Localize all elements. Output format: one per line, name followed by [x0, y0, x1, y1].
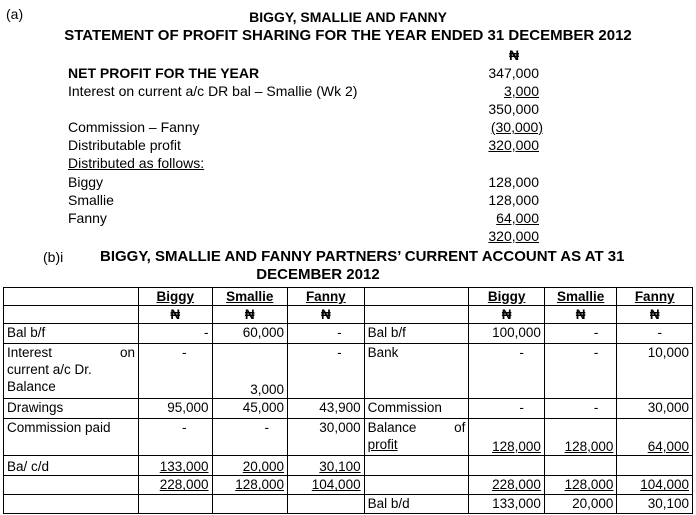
- row-label: Drawings: [4, 399, 139, 418]
- total-value: 228,000: [492, 477, 541, 493]
- cell-value: 30,100: [617, 494, 693, 513]
- interest-value: 3,000: [503, 83, 539, 99]
- cell-value: -: [288, 324, 365, 343]
- total-value: 228,000: [159, 477, 209, 493]
- table-row: [4, 324, 693, 343]
- total-value: 128,000: [564, 477, 614, 493]
- cell-value: 43,900: [288, 399, 365, 418]
- net-profit-value: 347,000: [488, 65, 539, 81]
- cell-value: -: [544, 399, 617, 418]
- table-row: [4, 494, 693, 513]
- row-label: Bal b/f: [4, 324, 139, 343]
- cell-value: -: [544, 343, 617, 399]
- row-label: Bank: [364, 343, 469, 399]
- header-smallie-right: Smallie: [544, 288, 617, 306]
- header-fanny-left: Fanny: [288, 288, 365, 306]
- header-fanny-right: Fanny: [617, 288, 693, 306]
- currency-cell: ₦: [212, 306, 288, 324]
- table-row: [4, 456, 693, 476]
- currency-cell: ₦: [288, 306, 365, 324]
- of-word: of: [454, 419, 466, 435]
- share-biggy-value: 128,000: [488, 174, 539, 190]
- balance-word: Balance: [367, 419, 417, 435]
- header-blank-left: [4, 288, 139, 306]
- current-ac-word: current a/c Dr.: [7, 361, 92, 377]
- share-total-value: 320,000: [488, 228, 539, 244]
- profit-word: profit: [367, 436, 398, 452]
- cell-value: 133,000: [159, 459, 209, 475]
- cell-value: 95,000: [138, 399, 212, 418]
- cell-value: 10,000: [617, 343, 693, 399]
- section-b-label: (b)i: [43, 249, 64, 265]
- table-row: [4, 399, 693, 418]
- header-biggy-left: Biggy: [138, 288, 212, 306]
- share-smallie-label: Smallie: [68, 192, 114, 208]
- share-fanny-value: 64,000: [496, 210, 539, 226]
- total-value: 104,000: [640, 477, 689, 493]
- table-row: [4, 343, 693, 399]
- row-label: Bal b/f: [364, 324, 469, 343]
- statement-title: STATEMENT OF PROFIT SHARING FOR THE YEAR ENDED 31 DECEMBER 2012: [64, 27, 632, 44]
- on-word: on: [119, 344, 135, 360]
- cell-value: 30,100: [319, 459, 361, 475]
- currency-symbol: ₦: [508, 47, 520, 63]
- net-profit-label: NET PROFIT FOR THE YEAR: [68, 65, 260, 81]
- cell-value: -: [288, 343, 365, 399]
- cell-value: 45,000: [212, 399, 288, 418]
- subtotal-value: 350,000: [488, 101, 539, 117]
- row-label: [4, 476, 139, 494]
- cell-value: -: [138, 343, 212, 399]
- cell-value: -: [212, 418, 288, 455]
- cell-value: 60,000: [212, 324, 288, 343]
- section-a-label: (a): [6, 6, 24, 22]
- share-fanny-label: Fanny: [68, 210, 107, 226]
- header-biggy-right: Biggy: [469, 288, 545, 306]
- row-label: Bal b/d: [364, 494, 469, 513]
- cell-value: -: [617, 324, 693, 343]
- distributed-heading: Distributed as follows:: [68, 155, 205, 171]
- distributable-value: 320,000: [488, 137, 539, 153]
- cell-value: -: [469, 399, 545, 418]
- table-header-row: [4, 288, 693, 306]
- distributable-label: Distributable profit: [68, 137, 181, 153]
- total-value: 128,000: [235, 477, 285, 493]
- cell-value: 30,000: [617, 399, 693, 418]
- row-label: [364, 456, 469, 476]
- total-value: 104,000: [311, 477, 361, 493]
- cell-value: -: [138, 324, 212, 343]
- interest-word: Interest: [7, 344, 53, 360]
- cell-value: 20,000: [544, 494, 617, 513]
- cell-value: 128,000: [492, 439, 541, 455]
- cell-value: 3,000: [212, 343, 288, 399]
- balance-word: Balance: [7, 378, 56, 394]
- row-label-balance-of-profit: [364, 418, 469, 455]
- cell-value: -: [544, 324, 617, 343]
- commission-value: (30,000): [490, 119, 543, 135]
- currency-row: [4, 306, 693, 324]
- current-account-table: [3, 287, 693, 514]
- row-label: Ba/ c/d: [4, 456, 139, 476]
- row-label-interest: [4, 343, 139, 399]
- current-account-title: BIGGY, SMALLIE AND FANNY PARTNERS’ CURRENT ACCOUNT AS AT 31: [100, 248, 625, 265]
- row-label: Commission paid: [4, 418, 139, 455]
- cell-value: 100,000: [469, 324, 545, 343]
- header-blank-right: [364, 288, 469, 306]
- cell-value: 64,000: [647, 439, 689, 455]
- header-smallie-left: Smallie: [212, 288, 288, 306]
- share-biggy-label: Biggy: [68, 174, 104, 190]
- interest-label: Interest on current a/c DR bal – Smallie (Wk 2): [68, 83, 358, 99]
- currency-cell: ₦: [544, 306, 617, 324]
- current-account-title-2: DECEMBER 2012: [256, 266, 380, 283]
- currency-cell: ₦: [469, 306, 545, 324]
- currency-cell: ₦: [617, 306, 693, 324]
- cell-value: -: [469, 343, 545, 399]
- commission-label: Commission – Fanny: [68, 119, 200, 135]
- currency-cell: ₦: [138, 306, 212, 324]
- cell-value: 128,000: [564, 439, 614, 455]
- share-smallie-value: 128,000: [488, 192, 539, 208]
- company-name: BIGGY, SMALLIE AND FANNY: [249, 9, 447, 25]
- cell-value: 30,000: [288, 418, 365, 455]
- cell-value: 133,000: [469, 494, 545, 513]
- totals-row: [4, 476, 693, 494]
- cell-value: -: [138, 418, 212, 455]
- table-row: [4, 418, 693, 455]
- cell-value: 20,000: [242, 459, 285, 475]
- row-label: Commission: [364, 399, 469, 418]
